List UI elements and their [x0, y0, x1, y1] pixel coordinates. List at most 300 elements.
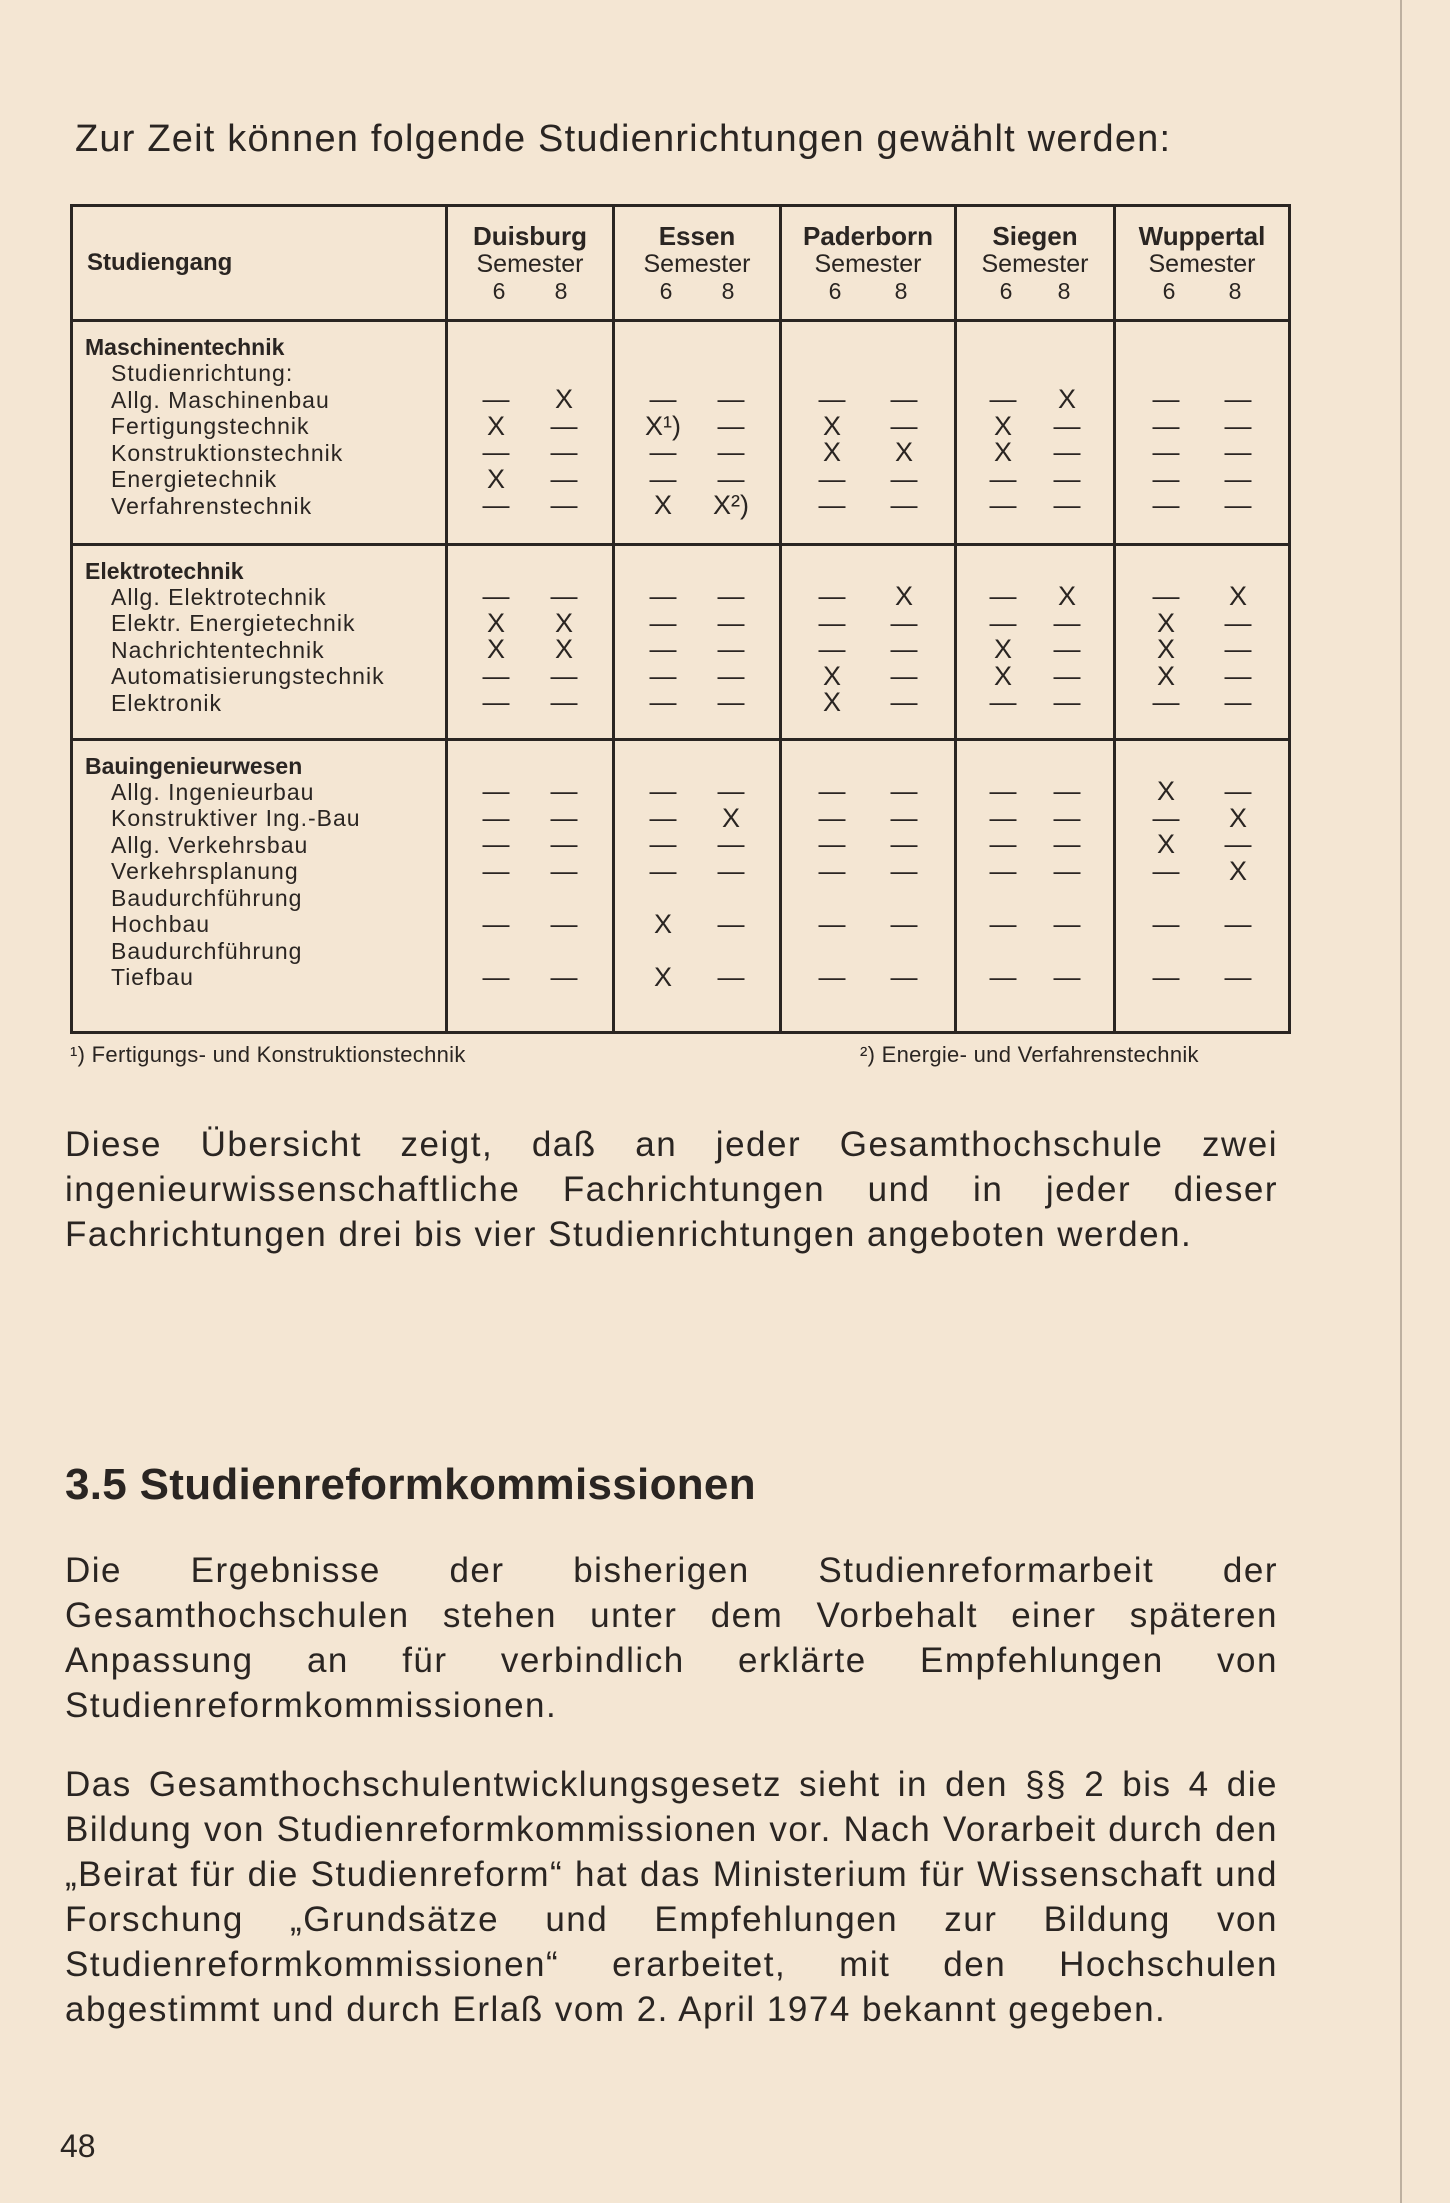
- mark: —: [550, 802, 578, 833]
- mark-row: [1116, 490, 1288, 521]
- mark: —: [1224, 961, 1252, 992]
- mark: —: [890, 908, 918, 939]
- mark: —: [890, 490, 918, 521]
- mark-row: [1116, 961, 1288, 992]
- mark: —: [717, 687, 745, 718]
- mark-row: [615, 490, 779, 521]
- mark-row: [615, 908, 779, 939]
- university-marks-cell: [614, 544, 781, 739]
- mark: —: [1053, 490, 1081, 521]
- mark: —: [649, 634, 677, 665]
- mark: —: [482, 961, 510, 992]
- mark: —: [649, 776, 677, 807]
- university-header: [1115, 206, 1290, 321]
- university-marks-cell: [447, 739, 614, 1032]
- mark: —: [1224, 437, 1252, 468]
- mark-row: [1116, 855, 1288, 886]
- mark: —: [649, 607, 677, 638]
- study-direction-label: Elektronik: [111, 689, 222, 716]
- mark-row: [1116, 463, 1288, 494]
- mark-row: [782, 776, 954, 807]
- mark-row: [448, 855, 612, 886]
- study-direction-label: Fertigungstechnik: [111, 413, 310, 439]
- mark: —: [482, 581, 510, 612]
- mark: X: [993, 437, 1012, 468]
- mark: —: [1053, 908, 1081, 939]
- mark: —: [1152, 961, 1180, 992]
- mark: —: [550, 829, 578, 860]
- mark-row: [782, 961, 954, 992]
- group-name-cell: [72, 544, 447, 739]
- mark: —: [890, 829, 918, 860]
- university-marks-cell: [447, 321, 614, 545]
- mark: X: [993, 660, 1012, 691]
- mark: —: [717, 829, 745, 860]
- mark-row: [448, 961, 612, 992]
- semester-label: Semester: [981, 249, 1089, 278]
- mark-row: [957, 802, 1113, 833]
- university-header: [447, 206, 614, 321]
- group-row: [72, 321, 1290, 545]
- study-programs-table: [70, 204, 1291, 1034]
- mark: —: [989, 384, 1017, 415]
- mark: X: [1156, 607, 1175, 638]
- mark: —: [717, 908, 745, 939]
- page-number: 48: [60, 2128, 96, 2164]
- mark: —: [550, 581, 578, 612]
- mark: X: [653, 908, 672, 939]
- mark: —: [482, 802, 510, 833]
- group-row: [72, 544, 1290, 739]
- mark: X: [653, 961, 672, 992]
- mark: X: [721, 802, 740, 833]
- mark-row: [448, 410, 612, 441]
- mark: —: [550, 410, 578, 441]
- mark: —: [1053, 802, 1081, 833]
- mark-row: [615, 776, 779, 807]
- university-marks-cell: [447, 544, 614, 739]
- mark: X: [554, 634, 573, 665]
- study-direction-label: Verkehrsplanung: [111, 858, 299, 885]
- mark-row: [957, 463, 1113, 494]
- mark: X: [1228, 581, 1247, 612]
- mark: —: [482, 384, 510, 415]
- mark: —: [1152, 908, 1180, 939]
- mark-row: [957, 660, 1113, 691]
- university-marks-cell: [956, 544, 1115, 739]
- mark: —: [1053, 437, 1081, 468]
- mark: —: [1224, 660, 1252, 691]
- mark-row: [1116, 687, 1288, 718]
- paragraph-law: Das Gesamthochschulentwicklungsgesetz sieht in den §§ 2 bis 4 die Bildung von Studienreformkommissionen vor. Nach Vorarbeit durch den „Beirat für die Studienreform“ hat das Ministerium für Wissenschaft und Forschung „Grundsätze und Empfehlungen zur Bildung von Studienreformkommissionen“ erarbeitet, mit den Hochschulen abgestimmt und durch Erlaß vom 2. April 1974 bekannt gegeben.: [65, 1765, 1278, 2029]
- mark: —: [890, 687, 918, 718]
- mark-row: [1116, 802, 1288, 833]
- mark: —: [717, 437, 745, 468]
- university-name: Paderborn: [802, 220, 934, 251]
- mark: X: [1156, 776, 1175, 807]
- mark: —: [550, 776, 578, 807]
- mark-row: [448, 776, 612, 807]
- mark: X: [486, 463, 505, 494]
- mark-row: [1116, 908, 1288, 939]
- mark: —: [890, 463, 918, 494]
- mark-row: [448, 829, 612, 860]
- mark-row: [615, 961, 779, 992]
- mark: —: [649, 802, 677, 833]
- university-name: Duisburg: [472, 220, 588, 251]
- mark-row: [1116, 634, 1288, 665]
- university-marks-cell: [614, 321, 781, 545]
- mark: X¹): [645, 410, 681, 441]
- mark: —: [1224, 607, 1252, 638]
- mark-row: [1116, 437, 1288, 468]
- mark: —: [890, 607, 918, 638]
- mark: —: [717, 660, 745, 691]
- mark: —: [649, 463, 677, 494]
- mark: —: [649, 581, 677, 612]
- mark-row: [782, 908, 954, 939]
- mark: —: [890, 961, 918, 992]
- study-direction-label: Allg. Verkehrsbau: [111, 831, 309, 858]
- mark-row: [615, 634, 779, 665]
- mark: —: [818, 961, 846, 992]
- mark: X: [554, 384, 573, 415]
- mark: —: [1224, 463, 1252, 494]
- mark-row: [615, 581, 779, 612]
- mark: —: [1053, 829, 1081, 860]
- mark: —: [550, 463, 578, 494]
- mark: —: [818, 384, 846, 415]
- mark: —: [1224, 687, 1252, 718]
- semester-numbers: 6 8: [999, 277, 1071, 304]
- footnote-1: ¹) Fertigungs- und Konstruktionstechnik: [70, 1042, 466, 1067]
- mark-row: [957, 829, 1113, 860]
- semester-numbers: 6 8: [659, 277, 735, 304]
- mark-row: [957, 687, 1113, 718]
- mark: —: [890, 384, 918, 415]
- mark-row: [615, 802, 779, 833]
- mark-row: [1116, 776, 1288, 807]
- mark: —: [989, 908, 1017, 939]
- mark: X: [486, 607, 505, 638]
- mark: —: [989, 961, 1017, 992]
- mark: —: [1224, 384, 1252, 415]
- mark: —: [1053, 410, 1081, 441]
- mark: —: [717, 634, 745, 665]
- mark: —: [818, 908, 846, 939]
- university-name: Essen: [658, 220, 736, 251]
- mark-row: [782, 384, 954, 415]
- study-direction-label: Baudurchführung: [111, 937, 303, 964]
- mark: X: [653, 490, 672, 521]
- university-marks-cell: [1115, 739, 1290, 1032]
- mark: —: [1053, 776, 1081, 807]
- mark: —: [890, 855, 918, 886]
- mark: —: [818, 829, 846, 860]
- mark-row: [957, 776, 1113, 807]
- mark: X: [1228, 802, 1247, 833]
- mark: —: [1053, 634, 1081, 665]
- section-heading: 3.5 Studienreformkommissionen: [65, 1460, 756, 1509]
- mark: —: [1152, 581, 1180, 612]
- semester-numbers: 6 8: [492, 277, 568, 304]
- mark-row: [448, 908, 612, 939]
- mark: X: [1156, 634, 1175, 665]
- mark: X: [1228, 855, 1247, 886]
- mark: —: [550, 908, 578, 939]
- university-marks-cell: [1115, 321, 1290, 545]
- group-name-cell: [72, 321, 447, 545]
- study-direction-label: Energietechnik: [111, 466, 278, 492]
- page-edge-divider: [1400, 0, 1402, 2203]
- mark: —: [1152, 410, 1180, 441]
- mark: —: [717, 855, 745, 886]
- mark: —: [649, 384, 677, 415]
- semester-numbers: 6 8: [1162, 277, 1242, 304]
- university-header: [614, 206, 781, 321]
- study-direction-label: Allg. Ingenieurbau: [111, 778, 315, 805]
- mark-row: [782, 687, 954, 718]
- mark: —: [649, 829, 677, 860]
- university-header: [956, 206, 1115, 321]
- mark-row: [448, 634, 612, 665]
- mark: —: [989, 802, 1017, 833]
- university-marks-cell: [956, 739, 1115, 1032]
- mark: —: [1152, 490, 1180, 521]
- mark-row: [782, 410, 954, 441]
- mark: —: [1053, 961, 1081, 992]
- table-header-row: [72, 206, 1290, 321]
- mark: —: [482, 855, 510, 886]
- group-title: Maschinentechnik: [85, 334, 285, 360]
- mark: —: [717, 581, 745, 612]
- mark: —: [989, 829, 1017, 860]
- mark: —: [1053, 855, 1081, 886]
- mark: —: [989, 581, 1017, 612]
- university-marks-cell: [781, 739, 956, 1032]
- mark-row: [782, 581, 954, 612]
- mark: —: [482, 776, 510, 807]
- mark: —: [989, 607, 1017, 638]
- mark: —: [1152, 463, 1180, 494]
- mark: —: [1053, 687, 1081, 718]
- mark: X: [822, 410, 841, 441]
- mark-row: [957, 961, 1113, 992]
- mark: —: [1053, 463, 1081, 494]
- mark: —: [1053, 660, 1081, 691]
- mark-row: [1116, 581, 1288, 612]
- mark-row: [448, 607, 612, 638]
- semester-label: Semester: [476, 249, 584, 278]
- mark: X: [1057, 384, 1076, 415]
- university-marks-cell: [781, 321, 956, 545]
- mark: —: [550, 961, 578, 992]
- mark: —: [717, 463, 745, 494]
- mark: X: [993, 410, 1012, 441]
- mark: —: [1224, 829, 1252, 860]
- mark: X: [822, 660, 841, 691]
- mark-row: [1116, 829, 1288, 860]
- mark: —: [818, 776, 846, 807]
- mark-row: [782, 607, 954, 638]
- mark-row: [957, 437, 1113, 468]
- mark: X: [1156, 660, 1175, 691]
- mark: —: [1053, 607, 1081, 638]
- mark: —: [482, 660, 510, 691]
- mark-row: [448, 660, 612, 691]
- study-direction-label: Konstruktionstechnik: [111, 439, 344, 466]
- mark-row: [957, 410, 1113, 441]
- mark: —: [890, 776, 918, 807]
- mark: —: [1152, 802, 1180, 833]
- mark-row: [615, 384, 779, 415]
- university-header: [781, 206, 956, 321]
- mark: —: [818, 490, 846, 521]
- mark-row: [782, 634, 954, 665]
- mark: —: [989, 687, 1017, 718]
- mark: X: [822, 437, 841, 468]
- mark: —: [818, 634, 846, 665]
- university-marks-cell: [1115, 544, 1290, 739]
- mark: —: [989, 855, 1017, 886]
- university-marks-cell: [781, 544, 956, 739]
- mark: X: [1156, 829, 1175, 860]
- mark: —: [1224, 634, 1252, 665]
- mark: X: [993, 634, 1012, 665]
- footnote-2: ²) Energie- und Verfahrenstechnik: [860, 1042, 1199, 1067]
- mark-row: [615, 607, 779, 638]
- mark-row: [1116, 660, 1288, 691]
- mark-row: [782, 660, 954, 691]
- mark-row: [957, 581, 1113, 612]
- mark: —: [550, 437, 578, 468]
- mark: X: [486, 634, 505, 665]
- mark: —: [550, 490, 578, 521]
- mark: —: [989, 463, 1017, 494]
- study-direction-label: Hochbau: [111, 911, 211, 938]
- mark-row: [448, 687, 612, 718]
- group-title: Bauingenieurwesen: [85, 752, 303, 779]
- mark: —: [649, 437, 677, 468]
- mark-row: [615, 437, 779, 468]
- mark: —: [550, 687, 578, 718]
- mark: X: [1057, 581, 1076, 612]
- paragraph-overview: Diese Übersicht zeigt, daß an jeder Gesamthochschule zwei ingenieurwissenschaftliche Fachrichtungen und in jeder dieser Fachrichtungen drei bis vier Studienrichtungen angeboten werden.: [65, 1125, 1278, 1254]
- mark: —: [1224, 490, 1252, 521]
- mark: —: [818, 802, 846, 833]
- mark-row: [782, 829, 954, 860]
- mark: —: [1152, 384, 1180, 415]
- mark: X: [554, 607, 573, 638]
- mark: —: [1152, 687, 1180, 718]
- semester-label: Semester: [814, 249, 922, 278]
- mark-row: [448, 581, 612, 612]
- mark-row: [615, 829, 779, 860]
- study-direction-label: Allg. Maschinenbau: [111, 386, 330, 413]
- mark-row: [1116, 384, 1288, 415]
- mark: —: [550, 660, 578, 691]
- mark-row: [1116, 410, 1288, 441]
- mark-row: [782, 463, 954, 494]
- semester-label: Semester: [1148, 249, 1256, 278]
- mark-row: [615, 463, 779, 494]
- study-direction-label: Konstruktiver Ing.-Bau: [111, 805, 361, 832]
- mark: —: [1152, 437, 1180, 468]
- mark: X: [486, 410, 505, 441]
- study-direction-label: Studienrichtung:: [111, 360, 294, 386]
- mark-row: [448, 490, 612, 521]
- mark-row: [615, 660, 779, 691]
- mark-row: [957, 490, 1113, 521]
- mark: —: [1224, 776, 1252, 807]
- mark: —: [890, 802, 918, 833]
- mark: —: [989, 776, 1017, 807]
- mark: —: [717, 961, 745, 992]
- mark: —: [890, 660, 918, 691]
- mark: —: [482, 908, 510, 939]
- mark: —: [717, 776, 745, 807]
- mark: —: [818, 581, 846, 612]
- mark: —: [1152, 855, 1180, 886]
- group-name-cell: [72, 739, 447, 1032]
- mark: X: [894, 581, 913, 612]
- mark: —: [482, 437, 510, 468]
- study-direction-label: Baudurchführung: [111, 884, 303, 911]
- mark: —: [649, 855, 677, 886]
- mark-row: [615, 410, 779, 441]
- group-title: Elektrotechnik: [85, 557, 244, 584]
- mark: —: [550, 855, 578, 886]
- mark-row: [782, 437, 954, 468]
- mark-row: [957, 607, 1113, 638]
- mark-row: [615, 687, 779, 718]
- mark-row: [957, 855, 1113, 886]
- university-marks-cell: [956, 321, 1115, 545]
- study-direction-label: Nachrichtentechnik: [111, 636, 325, 663]
- mark-row: [448, 463, 612, 494]
- mark: —: [717, 410, 745, 441]
- mark: —: [649, 660, 677, 691]
- semester-numbers: 6 8: [828, 277, 908, 304]
- studiengang-header: Studiengang: [72, 206, 447, 321]
- study-direction-label: Elektr. Energietechnik: [111, 610, 356, 637]
- mark: —: [890, 410, 918, 441]
- mark: —: [482, 687, 510, 718]
- university-marks-cell: [614, 739, 781, 1032]
- mark-row: [1116, 607, 1288, 638]
- mark-row: [615, 855, 779, 886]
- mark: —: [482, 490, 510, 521]
- mark: —: [1224, 908, 1252, 939]
- mark-row: [782, 802, 954, 833]
- university-name: Siegen: [992, 220, 1078, 251]
- university-name: Wuppertal: [1138, 220, 1266, 251]
- mark: —: [649, 687, 677, 718]
- mark-row: [782, 490, 954, 521]
- mark-row: [782, 855, 954, 886]
- mark-row: [957, 634, 1113, 665]
- mark: X: [822, 687, 841, 718]
- mark-row: [448, 437, 612, 468]
- mark: —: [717, 384, 745, 415]
- mark-row: [448, 384, 612, 415]
- mark: —: [818, 855, 846, 886]
- mark: —: [989, 490, 1017, 521]
- mark-row: [448, 802, 612, 833]
- paragraph-results: Die Ergebnisse der bisherigen Studienreformarbeit der Gesamthochschulen stehen unter dem Vorbehalt einer späteren Anpassung an für verbindlich erklärte Empfehlungen von Studienreformkommissionen.: [65, 1551, 1278, 1725]
- study-direction-label: Allg. Elektrotechnik: [111, 583, 327, 610]
- group-row: [72, 739, 1290, 1032]
